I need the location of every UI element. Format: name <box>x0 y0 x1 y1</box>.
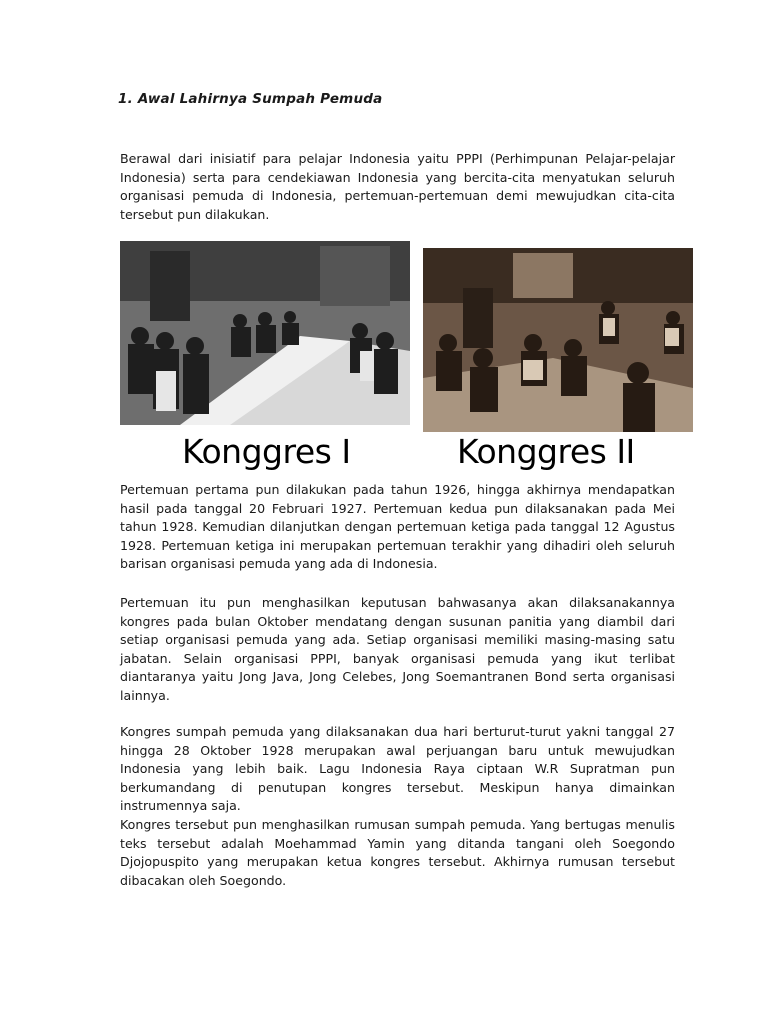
kongres-2-caption: Konggres II <box>457 432 635 471</box>
kongres-2-photo <box>423 248 693 432</box>
paragraph-keputusan-kongres: Pertemuan itu pun menghasilkan keputusan bahwasanya akan dilaksanakannya kongres pada bulan Oktober mendatang dengan susunan panitia yang diambil dari setiap organisasi pemuda yang ada. Setiap organisasi memiliki masing-masing satu jabatan. Selain organisasi PPPI, banyak organisasi pemuda yang ikut terlibat diantaranya yaitu Jong Java, Jong Celebes, Jong Soemantranen Bond serta organisasi lainnya. <box>120 595 675 703</box>
paragraph-kongres-sumpah-pemuda <box>120 723 675 890</box>
paragraph-rumusan-sumpah: Kongres tersebut pun menghasilkan rumusan sumpah pemuda. Yang bertugas menulis teks tersebut adalah Moehammad Yamin yang ditanda tangani oleh Soegondo Djojopuspito yang merupakan ketua kongres tersebut. Akhirnya rumusan tersebut dibacakan oleh Soegondo. <box>120 816 675 888</box>
kongres-1-photo <box>120 241 410 425</box>
kongres-1-caption: Konggres I <box>182 432 351 471</box>
section-heading: 1. Awal Lahirnya Sumpah Pemuda <box>118 91 383 107</box>
intro-paragraph: Berawal dari inisiatif para pelajar Indonesia yaitu PPPI (Perhimpunan Pelajar-pelajar Indonesia) serta para cendekiawan Indonesia yang bercita-cita menyatukan seluruh organisasi pemuda di Indonesia, pertemuan-pertemuan demi mewujudkan cita-cita tersebut pun dilakukan. <box>120 151 675 222</box>
paragraph-pertemuan-pertama: Pertemuan pertama pun dilakukan pada tahun 1926, hingga akhirnya mendapatkan hasil pada tanggal 20 Februari 1927. Pertemuan kedua pun dilaksanakan pada Mei tahun 1928. Kemudian dilanjutkan dengan pertemuan ketiga pada tanggal 12 Agustus 1928. Pertemuan ketiga ini merupakan pertemuan terakhir yang dihadiri oleh seluruh barisan organisasi pemuda yang ada di Indonesia. <box>120 482 675 572</box>
paragraph-kongres-pelaksanaan: Kongres sumpah pemuda yang dilaksanakan dua hari berturut-turut yakni tanggal 27 hingga 28 Oktober 1928 merupakan awal perjuangan baru untuk mewujudkan Indonesia yang lebih baik. Lagu Indonesia Raya ciptaan W.R Supratman pun berkumandang di penutupan kongres tersebut. Meskipun hanya dimainkan instrumennya saja. <box>120 724 675 814</box>
